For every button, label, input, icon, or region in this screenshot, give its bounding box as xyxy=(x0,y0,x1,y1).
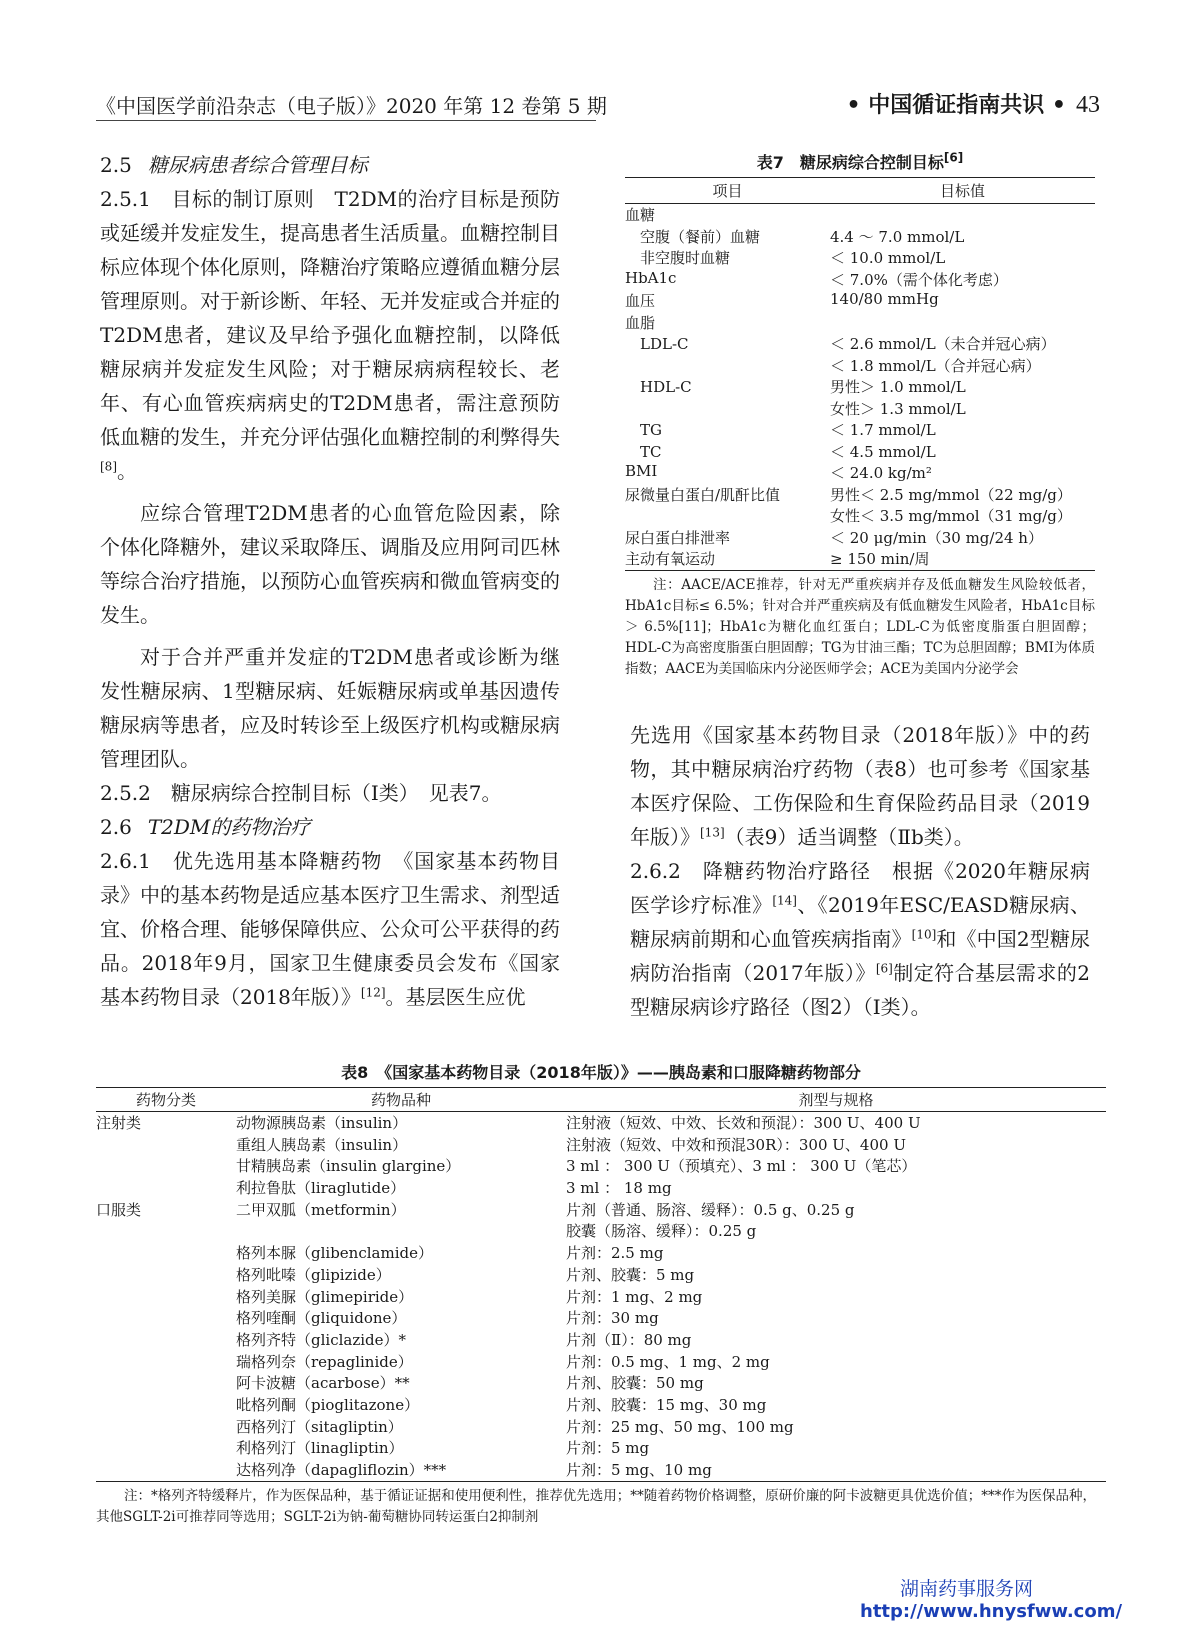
table-cell: 片剂：25 mg、50 mg、100 mg xyxy=(566,1417,794,1436)
table-row xyxy=(625,290,1095,312)
table-row xyxy=(96,1286,1106,1308)
table-cell: 尿白蛋白排泄率 xyxy=(625,528,731,547)
table-cell: 血脂 xyxy=(625,313,656,332)
table-cell xyxy=(236,1220,566,1242)
table-row xyxy=(625,419,1095,441)
column-title xyxy=(847,88,1100,119)
column-name: • 中国循证指南共识 • xyxy=(846,93,1066,118)
column-header: 药物品种 xyxy=(236,1088,566,1112)
table-cell xyxy=(96,1134,236,1156)
table-8-caption: 表8 《国家基本药物目录（2018年版）》——胰岛素和口服降糖药物部分 xyxy=(341,1063,861,1082)
table-cell xyxy=(96,1220,236,1242)
table-cell: ＜ 20 μg/min（30 mg/24 h） xyxy=(830,528,1043,547)
table-7-grid xyxy=(625,177,1095,571)
column-header: 药物分类 xyxy=(96,1088,236,1112)
paragraph-drug-list: 先选用《国家基本药物目录（2018年版）》中的药物，其中糖尿病治疗药物（表8）也可参考《国家基本医疗保险、工伤保险和生育保险药品目录（2019年版）》[13]（表9）适当调整（Ⅱb类）。 xyxy=(630,723,1090,849)
table-cell: LDL-C xyxy=(625,335,689,353)
page-number: 43 xyxy=(1076,92,1100,118)
table-cell: ＜ 4.5 mmol/L xyxy=(830,442,936,461)
table-row xyxy=(96,1112,1106,1134)
table-cell: 片剂（Ⅱ）：80 mg xyxy=(566,1330,692,1349)
right-column xyxy=(630,718,1090,1024)
table-cell: TG xyxy=(625,421,662,439)
table-row xyxy=(96,1459,1106,1481)
table-cell: 格列齐特（gliclazide）* xyxy=(236,1330,407,1349)
section-2-6-1-paragraph: 2.6.1 优先选用基本降糖药物 《国家基本药物目录》中的基本药物是适应基本医疗卫生需求、剂型适宜、价格合理、能够保障供应、公众可公平获得的药品。2018年9月，国家卫生健康委员会发布《国家基本药物目录（2018年版）》[12]。基层医生应优 xyxy=(100,849,561,1009)
table-cell: 女性＜ 3.5 mg/mmol（31 mg/g） xyxy=(830,507,1072,525)
table-row xyxy=(625,204,1095,226)
table-cell xyxy=(96,1416,236,1438)
table-cell: 片剂：0.5 mg、1 mg、2 mg xyxy=(566,1352,770,1371)
table-row xyxy=(625,462,1095,484)
table-row xyxy=(96,1220,1106,1242)
table-header-row xyxy=(625,178,1095,204)
table-cell: 片剂、胶囊：50 mg xyxy=(566,1374,704,1393)
table-cell xyxy=(96,1372,236,1394)
journal-title: 《中国医学前沿杂志（电子版）》2020 年第 12 卷第 5 期 xyxy=(96,94,607,118)
table-cell: 口服类 xyxy=(96,1200,142,1219)
table-header-row xyxy=(96,1088,1106,1112)
table-cell xyxy=(96,1177,236,1199)
table-cell: 空腹（餐前）血糖 xyxy=(625,227,761,246)
table-cell xyxy=(96,1307,236,1329)
table-row xyxy=(96,1177,1106,1199)
table-cell: 格列美脲（glimepiride） xyxy=(236,1287,414,1306)
section-2-5-heading: 2.5 糖尿病患者综合管理目标 xyxy=(100,153,368,177)
table-row xyxy=(625,247,1095,269)
table-cell xyxy=(625,505,830,527)
table-cell xyxy=(830,204,1095,226)
table-cell xyxy=(96,1459,236,1481)
table-7-caption: 表7 糖尿病综合控制目标[6] xyxy=(756,150,964,172)
table-7-note: 注：AACE/ACE推荐，针对无严重疾病并存及低血糖发生风险较低者，HbA1c目标≤ 6.5%；针对合并严重疾病及有低血糖发生风险者，HbA1c目标＞ 6.5%[11]；HbA1c为糖化血红蛋白；LDL-C为低密度脂蛋白胆固醇；HDL-C为高密度脂蛋白胆固醇；TG为甘油三酯；TC为总胆固醇；BMI为体质指数；AACE为美国临床内分泌医师学会；ACE为美国内分泌学会 xyxy=(625,576,1095,677)
table-row xyxy=(625,226,1095,248)
watermark-url[interactable]: http://www.hnysfww.com/ xyxy=(860,1601,1123,1622)
table-cell: 3 ml ： 18 mg xyxy=(566,1179,672,1198)
table-cell: 片剂、胶囊：15 mg、30 mg xyxy=(566,1395,767,1414)
table-cell: 注射类 xyxy=(96,1114,142,1132)
table-cell: 达格列净（dapagliflozin）*** xyxy=(236,1459,566,1481)
table-cell: 瑞格列奈（repaglinide） xyxy=(236,1352,413,1371)
table-7 xyxy=(625,150,1095,680)
table-cell: 片剂：5 mg xyxy=(566,1439,650,1458)
table-cell: 男性＜ 2.5 mg/mmol（22 mg/g） xyxy=(830,485,1072,504)
table-cell xyxy=(96,1155,236,1177)
table-row xyxy=(625,269,1095,291)
section-2-5-2-paragraph: 2.5.2 糖尿病综合控制目标（Ⅰ类） 见表7。 xyxy=(100,781,502,805)
table-row xyxy=(96,1307,1106,1329)
table-cell: 利拉鲁肽（liraglutide） xyxy=(236,1179,406,1198)
table-row xyxy=(96,1264,1106,1286)
table-cell xyxy=(96,1437,236,1459)
table-cell: 格列喹酮（gliquidone） xyxy=(236,1309,407,1328)
table-cell xyxy=(96,1351,236,1373)
table-row xyxy=(96,1134,1106,1156)
table-row xyxy=(625,527,1095,549)
table-cell: ＜ 1.7 mmol/L xyxy=(830,421,936,439)
table-cell xyxy=(96,1242,236,1264)
table-row xyxy=(625,312,1095,334)
table-8-grid xyxy=(96,1087,1106,1482)
header-rule xyxy=(96,120,596,121)
table-cell: 格列本脲（glibenclamide） xyxy=(236,1244,433,1263)
table-row xyxy=(96,1394,1106,1416)
table-cell xyxy=(96,1264,236,1286)
section-2-6-heading: 2.6 T2DM的药物治疗 xyxy=(100,815,311,839)
column-header: 项目 xyxy=(625,178,830,204)
table-cell: 4.4 ～ 7.0 mmol/L xyxy=(830,227,965,246)
table-cell: 片剂：5 mg、10 mg xyxy=(566,1459,1106,1481)
table-cell: 吡格列酮（pioglitazone） xyxy=(236,1395,420,1414)
table-cell: 注射液（短效、中效和预混30R）：300 U、400 U xyxy=(566,1135,906,1154)
table-cell xyxy=(96,1286,236,1308)
table-row xyxy=(96,1437,1106,1459)
table-cell: 片剂：1 mg、2 mg xyxy=(566,1287,703,1306)
table-cell xyxy=(830,312,1095,334)
table-cell xyxy=(625,355,830,377)
table-cell: 动物源胰岛素（insulin） xyxy=(236,1114,408,1132)
table-cell: 女性＞ 1.3 mmol/L xyxy=(830,399,966,418)
section-2-6-2-paragraph: 2.6.2 降糖药物治疗路径 根据《2020年糖尿病医学诊疗标准》[14]、《2019年ESC/EASD糖尿病、糖尿病前期和心血管疾病指南》[10]和《中国2型糖尿病防治指南（2017年版）》[6]制定符合基层需求的2型糖尿病诊疗路径（图2）（Ⅰ类）。 xyxy=(630,859,1091,1019)
table-row xyxy=(625,548,1095,570)
table-cell: ＜ 7.0%（需个体化考虑） xyxy=(830,270,1008,289)
table-8-note: 注：*格列齐特缓释片，作为医保品种，基于循证证据和使用便利性，推荐优先选用；**随着药物价格调整，原研价廉的阿卡波糖更具优选价值；***作为医保品种，其他SGLT-2i可推荐同等选用；SGLT-2i为钠-葡萄糖协同转运蛋白2抑制剂 xyxy=(96,1487,1096,1525)
table-row xyxy=(625,333,1095,355)
column-header: 剂型与规格 xyxy=(566,1088,1106,1112)
table-cell xyxy=(625,398,830,420)
table-cell: 片剂：2.5 mg xyxy=(566,1244,664,1263)
table-8 xyxy=(96,1060,1106,1528)
table-cell: 片剂、胶囊：5 mg xyxy=(566,1265,695,1284)
table-cell: 甘精胰岛素（insulin glargine） xyxy=(236,1157,461,1176)
table-row xyxy=(625,376,1095,398)
table-cell: BMI xyxy=(625,462,658,480)
table-row xyxy=(96,1242,1106,1264)
table-cell: 片剂（普通、肠溶、缓释）：0.5 g、0.25 g xyxy=(566,1200,855,1219)
table-cell: 主动有氧运动 xyxy=(625,548,830,570)
table-cell: 片剂：30 mg xyxy=(566,1309,659,1328)
column-header: 目标值 xyxy=(830,178,1095,204)
table-cell: ＜ 2.6 mmol/L（未合并冠心病） xyxy=(830,335,1056,353)
table-cell: 男性＞ 1.0 mmol/L xyxy=(830,378,966,396)
table-row xyxy=(96,1329,1106,1351)
table-row xyxy=(96,1199,1106,1221)
table-cell: 利格列汀（linagliptin） xyxy=(236,1439,404,1458)
table-row xyxy=(96,1351,1106,1373)
table-cell: 西格列汀（sitagliptin） xyxy=(236,1417,403,1436)
table-cell: TC xyxy=(625,442,662,461)
table-cell: 注射液（短效、中效、长效和预混）：300 U、400 U xyxy=(566,1114,921,1132)
table-cell: ＜ 10.0 mmol/L xyxy=(830,249,946,267)
paragraph-referral: 对于合并严重并发症的T2DM患者或诊断为继发性糖尿病、1型糖尿病、妊娠糖尿病或单基因遗传糖尿病等患者，应及时转诊至上级医疗机构或糖尿病管理团队。 xyxy=(100,645,560,771)
table-cell: 尿微量白蛋白/肌酐比值 xyxy=(625,485,781,504)
table-row xyxy=(625,355,1095,377)
table-row xyxy=(625,441,1095,463)
table-cell: 非空腹时血糖 xyxy=(625,249,731,267)
table-cell xyxy=(96,1394,236,1416)
table-cell: HbA1c xyxy=(625,268,677,287)
citation: [12] xyxy=(360,985,386,1000)
table-cell xyxy=(96,1329,236,1351)
table-cell: ≥ 150 min/周 xyxy=(830,548,1095,570)
paragraph-cardiovascular: 应综合管理T2DM患者的心血管危险因素，除个体化降糖外，建议采取降压、调脂及应用阿司匹林等综合治疗措施，以预防心血管疾病和微血管病变的发生。 xyxy=(100,501,560,627)
table-cell: 格列吡嗪（glipizide） xyxy=(236,1265,391,1284)
table-row xyxy=(96,1372,1106,1394)
citation: [13] xyxy=(700,825,725,840)
table-row xyxy=(625,505,1095,527)
table-cell: 3 ml ： 300 U（预填充）、3 ml ： 300 U（笔芯） xyxy=(566,1157,917,1176)
left-column xyxy=(100,148,560,1014)
table-cell: ＜ 1.8 mmol/L（合并冠心病） xyxy=(830,356,1041,375)
table-row xyxy=(625,484,1095,506)
table-cell: 140/80 mmHg xyxy=(830,290,939,308)
watermark-name: 湖南药事服务网 xyxy=(900,1578,1034,1600)
table-cell: 胶囊（肠溶、缓释）：0.25 g xyxy=(566,1222,757,1241)
table-cell: 阿卡波糖（acarbose）** xyxy=(236,1374,410,1393)
watermark xyxy=(860,1574,1122,1622)
table-cell: 血压 xyxy=(625,292,656,310)
table-cell: ＜ 24.0 kg/m² xyxy=(830,464,932,482)
table-cell: HDL-C xyxy=(625,378,692,396)
citation: [8] xyxy=(100,459,117,474)
table-cell: 重组人胰岛素（insulin） xyxy=(236,1135,408,1154)
table-row xyxy=(96,1155,1106,1177)
table-row xyxy=(625,398,1095,420)
section-2-5-1-paragraph: 2.5.1 目标的制订原则 T2DM的治疗目标是预防或延缓并发症发生，提高患者生活质量。血糖控制目标应体现个体化原则，降糖治疗策略应遵循血糖分层管理原则。对于新诊断、年轻、无并发症或合并症的T2DM患者，建议及早给予强化血糖控制，以降低糖尿病并发症发生风险；对于糖尿病病程较长、老年、有心血管疾病病史的T2DM患者，需注意预防低血糖的发生，并充分评估强化血糖控制的利弊得失[8]。 xyxy=(100,187,561,483)
table-row xyxy=(96,1416,1106,1438)
table-cell: 二甲双胍（metformin） xyxy=(236,1200,406,1219)
table-cell: 血糖 xyxy=(625,206,656,224)
